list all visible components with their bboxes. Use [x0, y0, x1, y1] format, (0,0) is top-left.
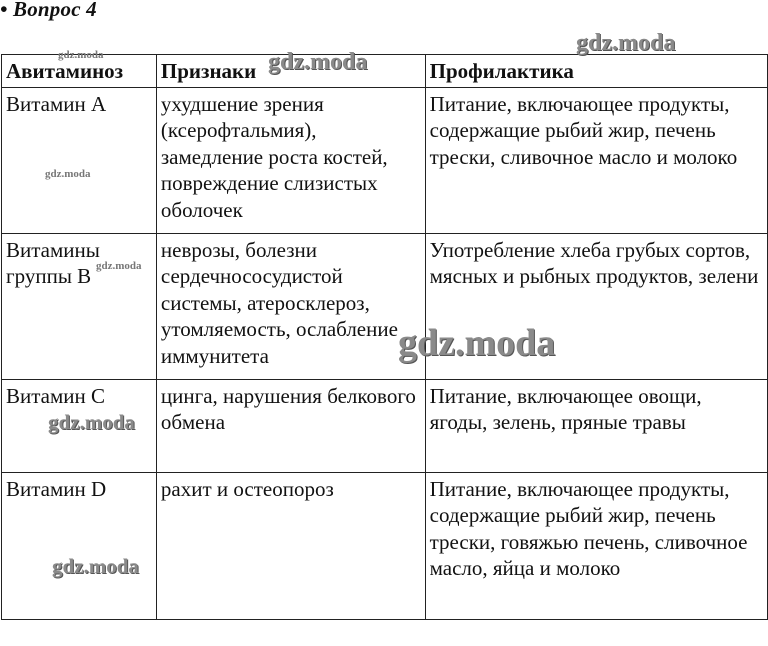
header-avitaminosis: Авитаминоз [2, 55, 157, 88]
cell-vitamin-name: Витамин С [2, 379, 157, 472]
cell-vitamin-name: Витамин D [2, 472, 157, 619]
watermark: gdz.moda [45, 168, 91, 180]
cell-signs: ухудшение зрения (ксерофтальмия), замедление роста костей, повреждение слизистых оболочек [156, 87, 425, 233]
cell-vitamin-name: Витамин А [2, 87, 157, 233]
watermark: gdz.moda [398, 322, 556, 364]
cell-vitamin-name: Витамины группы В [2, 233, 157, 379]
header-signs: Признаки [156, 55, 425, 88]
cell-prevention: Питание, включающее продукты, содержащие рыбий жир, печень трески, говяжью печень, сливочное масло, яйца и молоко [425, 472, 767, 619]
table-row [2, 233, 768, 379]
watermark: gdz.moda [96, 260, 142, 272]
cell-signs: неврозы, болезни сердечнососудистой системы, атеросклероз, утомляемость, ослабление иммунитета [156, 233, 425, 379]
cell-prevention: Питание, включающее продукты, содержащие рыбий жир, печень трески, сливочное масло и молоко [425, 87, 767, 233]
cell-prevention: Питание, включающее овощи, ягоды, зелень, пряные травы [425, 379, 767, 472]
table-row [2, 472, 768, 619]
watermark: gdz.moda [48, 410, 135, 434]
table-row [2, 87, 768, 233]
table-header-row [2, 55, 768, 88]
table-row [2, 379, 768, 472]
avitaminosis-table [1, 54, 768, 620]
cell-prevention: Употребление хлеба грубых сортов, мясных и рыбных продуктов, зелени [425, 233, 767, 379]
watermark: gdz.moda [268, 49, 368, 75]
cell-signs: цинга, нарушения белкового обмена [156, 379, 425, 472]
header-prevention: Профилактика [425, 55, 767, 88]
question-heading: • Вопрос 4 [0, 0, 97, 21]
watermark: gdz.moda [576, 30, 676, 56]
watermark: gdz.moda [58, 49, 104, 61]
cell-signs: рахит и остеопороз [156, 472, 425, 619]
watermark: gdz.moda [52, 554, 139, 578]
